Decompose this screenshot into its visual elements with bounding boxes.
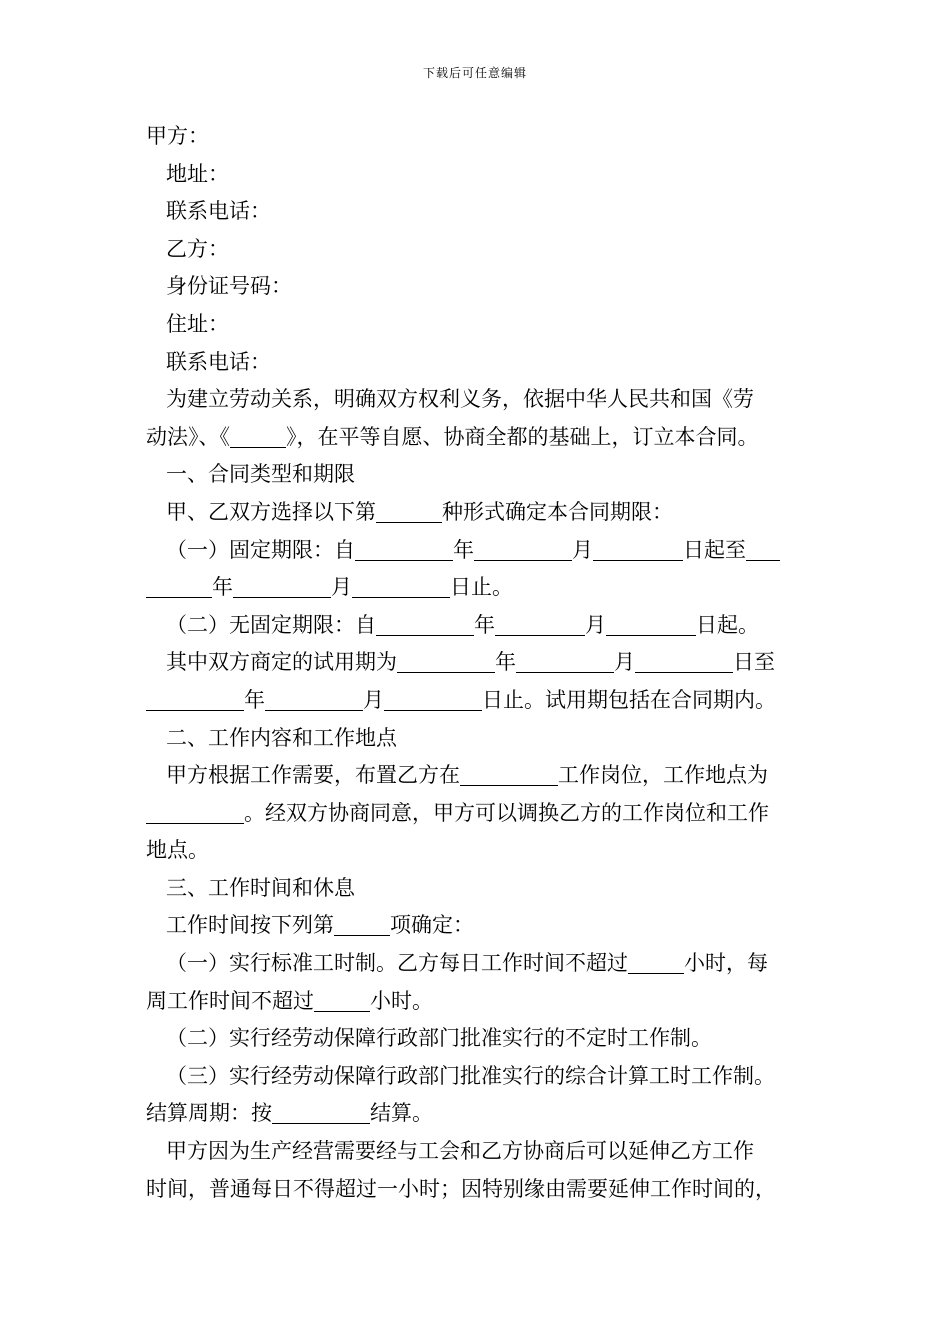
text-segment: 月 (363, 687, 384, 712)
text-segment: 甲、乙双方选择以下第 (166, 499, 376, 524)
overtime-line-2: 时间，普通每日不得超过一小时；因特别缘由需要延伸工作时间的， (146, 1176, 776, 1201)
fill-blank (334, 913, 390, 936)
work-content-line-2 (146, 795, 826, 833)
text-segment: 日止。 (450, 575, 513, 600)
text-segment: 小时，每 (684, 951, 768, 976)
party-a-address: 地址： (166, 161, 229, 186)
text-segment: 动法》、《 (146, 424, 230, 449)
fill-blank (460, 763, 558, 786)
fill-blank (593, 538, 683, 561)
text-segment: 》，在平等自愿、协商全都的基础上，订立本合同。 (286, 424, 759, 449)
fill-blank (272, 1101, 370, 1124)
party-a-phone: 联系电话： (166, 199, 271, 224)
text-segment: 项确定： (390, 913, 474, 938)
fixed-term-line-2 (146, 569, 826, 607)
text-segment: 结算周期：按 (146, 1101, 272, 1126)
standard-hours-line-1 (146, 945, 826, 983)
contract-body (146, 118, 826, 1208)
text-segment: 年 (453, 537, 474, 562)
text-segment: 月 (614, 650, 635, 675)
settlement-period-line (146, 1095, 826, 1133)
fill-blank (397, 650, 495, 673)
fill-blank (146, 688, 244, 711)
fill-blank (146, 801, 244, 824)
preamble-line-2 (146, 419, 826, 457)
text-segment: 年 (474, 612, 495, 637)
probation-line-2 (146, 682, 826, 720)
overtime-line-1: 甲方因为生产经营需要经与工会和乙方协商后可以延伸乙方工作 (166, 1139, 754, 1164)
text-segment: 月 (585, 612, 606, 637)
text-segment: 其中双方商定的试用期为 (166, 650, 397, 675)
text-segment: 小时。 (370, 988, 433, 1013)
text-segment: 甲方根据工作需要，布置乙方在 (166, 763, 460, 788)
fill-blank (606, 613, 696, 636)
text-segment: 年 (212, 575, 233, 600)
fill-blank (233, 575, 331, 598)
text-segment: 年 (244, 687, 265, 712)
text-segment: 种形式确定本合同期限： (442, 499, 673, 524)
text-segment: 结算。 (370, 1101, 433, 1126)
preamble-line-1: 为建立劳动关系，明确双方权利义务，依据中华人民共和国《劳 (166, 387, 754, 412)
fill-blank (384, 688, 482, 711)
fill-blank (355, 538, 453, 561)
text-segment: 月 (572, 537, 593, 562)
comprehensive-hours-line: （三）实行经劳动保障行政部门批准实行的综合计算工时工作制。 (166, 1063, 775, 1088)
flexible-hours-line: （二）实行经劳动保障行政部门批准实行的不定时工作制。 (166, 1026, 712, 1051)
fill-blank (146, 575, 212, 598)
fixed-term-line-1 (146, 532, 826, 570)
party-b-phone: 联系电话： (166, 349, 271, 374)
fill-blank (495, 613, 585, 636)
work-hours-line (146, 907, 826, 945)
fill-blank (474, 538, 572, 561)
text-segment: 周工作时间不超过 (146, 988, 314, 1013)
section-3-heading: 三、工作时间和休息 (166, 875, 355, 900)
party-b-label: 乙方： (166, 236, 229, 261)
text-segment: 日至 (733, 650, 775, 675)
fill-blank (352, 575, 450, 598)
fill-blank (376, 500, 442, 523)
fill-blank (376, 613, 474, 636)
party-a-label: 甲方： (146, 124, 209, 148)
party-b-id-number: 身份证号码： (166, 274, 292, 299)
section-2-heading: 二、工作内容和工作地点 (166, 725, 397, 750)
text-segment: 。经双方协商同意，甲方可以调换乙方的工作岗位和工作 (244, 800, 769, 825)
text-segment: 月 (331, 575, 352, 600)
section-1-heading: 一、合同类型和期限 (166, 462, 355, 487)
page-header-note: 下载后可任意编辑 (422, 66, 527, 80)
text-segment: （二）无固定期限：自 (166, 612, 376, 637)
fill-blank (746, 538, 780, 561)
fill-blank (314, 989, 370, 1012)
text-segment: 工作时间按下列第 (166, 913, 334, 938)
text-segment: （一）实行标准工时制。乙方每日工作时间不超过 (166, 951, 628, 976)
fill-blank (516, 650, 614, 673)
fill-blank (265, 688, 363, 711)
text-segment: （一）固定期限：自 (166, 537, 355, 562)
text-segment: 工作岗位，工作地点为 (558, 763, 768, 788)
fill-blank (635, 650, 733, 673)
text-segment: 日止。试用期包括在合同期内。 (482, 687, 776, 712)
open-term-line (146, 607, 826, 645)
work-content-line-3: 地点。 (146, 838, 209, 863)
fill-blank (230, 425, 286, 448)
text-segment: 年 (495, 650, 516, 675)
work-content-line-1 (146, 757, 826, 795)
fill-blank (628, 951, 684, 974)
text-segment: 日起至 (683, 537, 746, 562)
text-segment: 日起。 (696, 612, 759, 637)
party-b-residence: 住址： (166, 311, 229, 336)
standard-hours-line-2 (146, 983, 826, 1021)
probation-line-1 (146, 644, 826, 682)
term-type-line (146, 494, 826, 532)
